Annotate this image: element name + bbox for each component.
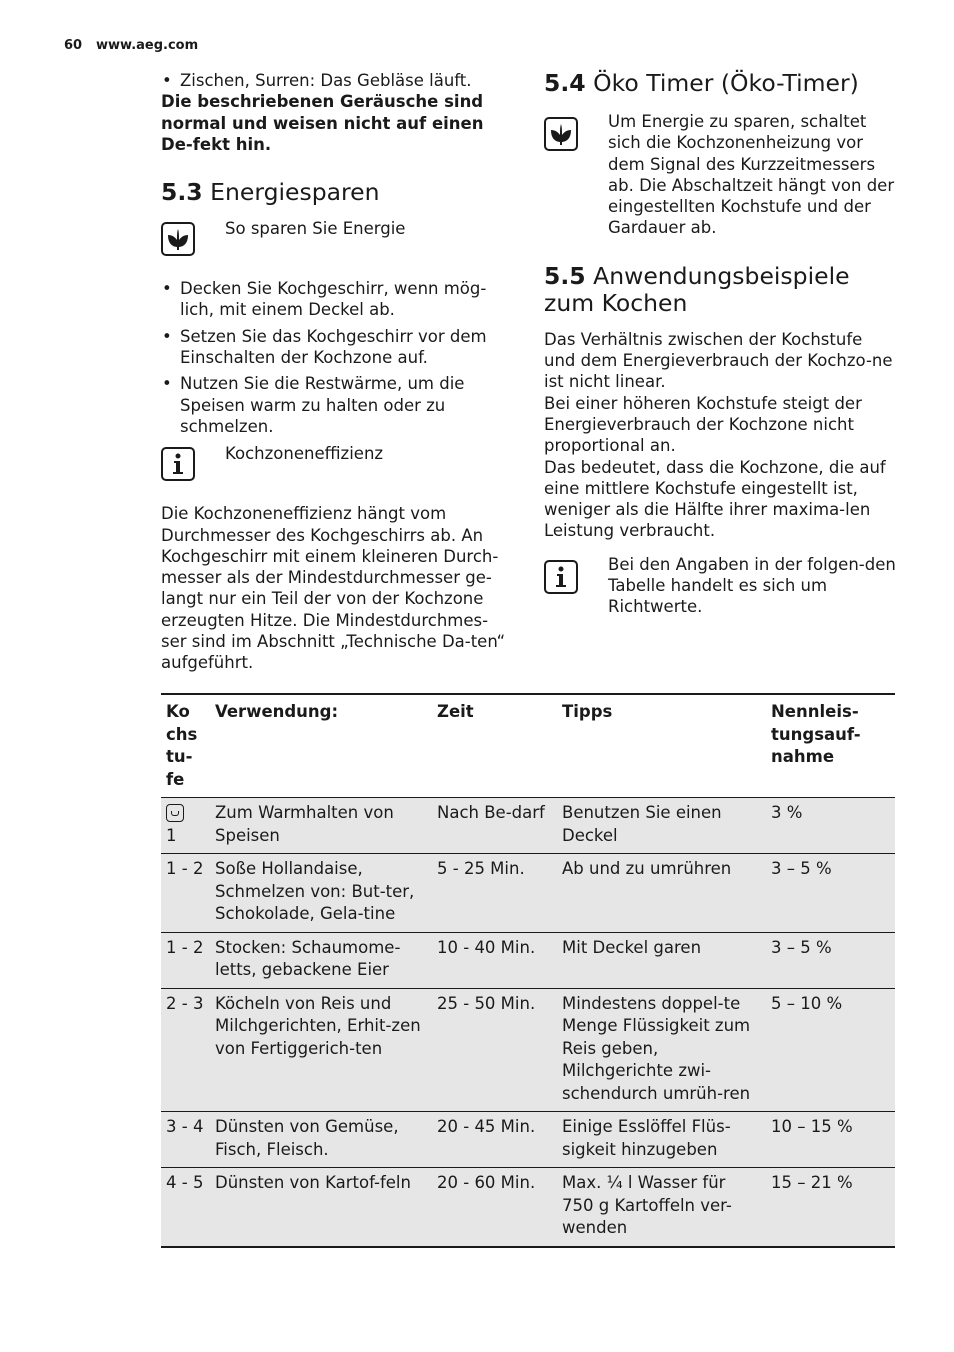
table-row: [161, 1112, 895, 1168]
cell-time: 25 - 50 Min.: [437, 993, 536, 1013]
cell-power: 15 – 21 %: [771, 1173, 853, 1192]
col-header-tips: Tipps: [562, 702, 613, 721]
info-icon: [544, 560, 578, 594]
cell-time: 20 - 60 Min.: [437, 1173, 536, 1192]
cell-time: 10 - 40 Min.: [437, 937, 536, 957]
table-row: [161, 988, 895, 1112]
cell-power: 3 %: [771, 803, 803, 822]
table-row: [161, 932, 895, 988]
table-row: [161, 854, 895, 933]
efficiency-info-note: [161, 443, 511, 491]
col-header-level: Ko chs tu- fe: [166, 702, 198, 789]
cell-time: 20 - 45 Min.: [437, 1117, 536, 1136]
cell-level: 1 - 2: [166, 859, 204, 878]
cell-tips: Max. ¼ l Wasser für 750 g Kartoffeln ver-wenden: [562, 1173, 732, 1237]
eco-leaf-icon: [544, 117, 578, 151]
left-column: [161, 70, 511, 674]
cell-level: 4 - 5: [166, 1173, 204, 1192]
page-number: 60: [64, 38, 83, 53]
cell-level: 2 - 3: [166, 993, 204, 1013]
intro-bullet: • Zischen, Surren: Das Gebläse läuft.: [161, 70, 511, 91]
intro-bold-note: Die beschriebenen Geräusche sind normal und weisen nicht auf einen De-fekt hin.: [161, 92, 484, 154]
eco-timer-note-text: Um Energie zu sparen, schaltet sich die Kochzonenheizung vor dem Signal des Kurzzeitmessers ab. Die Abschaltzeit hängt von der eingestellten Kochstufe und der Gardauer ab.: [608, 112, 895, 238]
table-note-text: Bei den Angaben in der folgen-den Tabelle handelt es sich um Richtwerte.: [608, 554, 896, 617]
efficiency-paragraph: Die Kochzoneneffizienz hängt vom Durchmesser des Kochgeschirrs ab. An Kochgeschirr mit einem kleineren Durch-messer als der Mindestdurchmesser ge-langt nur ein Teil der von der Kochzone erzeugten Hitze. Die Mindestdurchmes-ser sind im Abschnitt „Technische Da-ten“ aufgeführt.: [161, 504, 506, 673]
cell-tips: Mit Deckel garen: [562, 937, 702, 957]
col-header-time: Zeit: [437, 702, 474, 721]
section-title: Energiesparen: [210, 178, 380, 207]
cell-tips: Benutzen Sie einen Deckel: [562, 803, 722, 845]
info-icon: [161, 447, 195, 481]
cell-tips: Ab und zu umrühren: [562, 859, 732, 878]
efficiency-note-text: Kochzoneneffizienz: [225, 444, 384, 464]
section-5-3-heading: [161, 179, 511, 206]
table-info-note: [544, 554, 896, 618]
cell-level-text: 1: [166, 825, 177, 845]
energy-note-text: So sparen Sie Energie: [225, 219, 406, 239]
section-5-4-heading: [544, 70, 896, 97]
energy-tips-list: [161, 278, 511, 437]
cell-tips: Einige Esslöffel Flüs-sigkeit hinzugeben: [562, 1117, 731, 1159]
section-title: Öko Timer (Öko-Timer): [593, 69, 859, 97]
header-url: www.aeg.com: [96, 38, 199, 53]
col-header-power: Nennleis-tungsauf-nahme: [771, 702, 861, 766]
cell-usage: Soße Hollandaise, Schmelzen von: But-ter, Schokolade, Gela-tine: [215, 859, 415, 923]
cell-power: 5 – 10 %: [771, 993, 843, 1013]
cell-usage: Stocken: Schaumome-letts, gebackene Eier: [215, 937, 401, 979]
keep-warm-icon: [166, 804, 184, 822]
section-5-5-heading: [544, 263, 896, 317]
cell-time: 5 - 25 Min.: [437, 859, 525, 878]
ratio-paragraph-2: Bei einer höheren Kochstufe steigt der Energieverbrauch der Kochzone nicht proportional an.: [544, 393, 862, 456]
table-row: [161, 798, 895, 854]
cell-power: 3 – 5 %: [771, 937, 832, 957]
section-number: 5.5: [544, 261, 586, 290]
cell-level: 3 - 4: [166, 1117, 204, 1136]
right-column: [544, 70, 896, 618]
cell-usage: Zum Warmhalten von Speisen: [215, 803, 394, 845]
ratio-paragraph-3: Das bedeutet, dass die Kochzone, die auf eine mittlere Kochstufe eingestellt ist, weniger als die Hälfte ihrer maxima-len Leistung verbraucht.: [544, 457, 886, 541]
cooking-table: [161, 693, 895, 1248]
table-row: [161, 1168, 895, 1247]
energy-tip: • Setzen Sie das Kochgeschirr vor dem Einschalten der Kochzone auf.: [161, 326, 511, 369]
cell-level: [161, 798, 210, 854]
cell-power: 3 – 5 %: [771, 859, 832, 878]
eco-leaf-icon: [161, 222, 195, 256]
section-title: Anwendungsbeispiele zum Kochen: [544, 261, 850, 317]
col-header-usage: Verwendung:: [215, 702, 339, 721]
table-header-row: [161, 694, 895, 798]
ratio-paragraph-1: Das Verhältnis zwischen der Kochstufe und dem Energieverbrauch der Kochzo-ne ist nicht linear.: [544, 329, 893, 392]
cell-power: 10 – 15 %: [771, 1117, 853, 1136]
energy-tip: • Decken Sie Kochgeschirr, wenn mög-lich, mit einem Deckel ab.: [161, 278, 511, 321]
cell-usage: Köcheln von Reis und Milchgerichten, Erhit-zen von Fertiggerich-ten: [215, 993, 421, 1058]
cell-usage: Dünsten von Gemüse, Fisch, Fleisch.: [215, 1117, 399, 1159]
cell-time: Nach Be-darf: [437, 803, 545, 822]
eco-timer-note: [544, 111, 896, 239]
intro-list: [161, 70, 511, 91]
energy-note: [161, 218, 511, 266]
energy-tip: • Nutzen Sie die Restwärme, um die Speisen warm zu halten oder zu schmelzen.: [161, 373, 511, 437]
section-number: 5.3: [161, 178, 203, 207]
cell-tips: Mindestens doppel-te Menge Flüssigkeit zum Reis geben, Milchgerichte zwi-schendurch umrüh-ren: [562, 993, 751, 1103]
cell-level: 1 - 2: [166, 937, 204, 957]
section-number: 5.4: [544, 69, 586, 97]
cell-usage: Dünsten von Kartof-feln: [215, 1173, 411, 1192]
